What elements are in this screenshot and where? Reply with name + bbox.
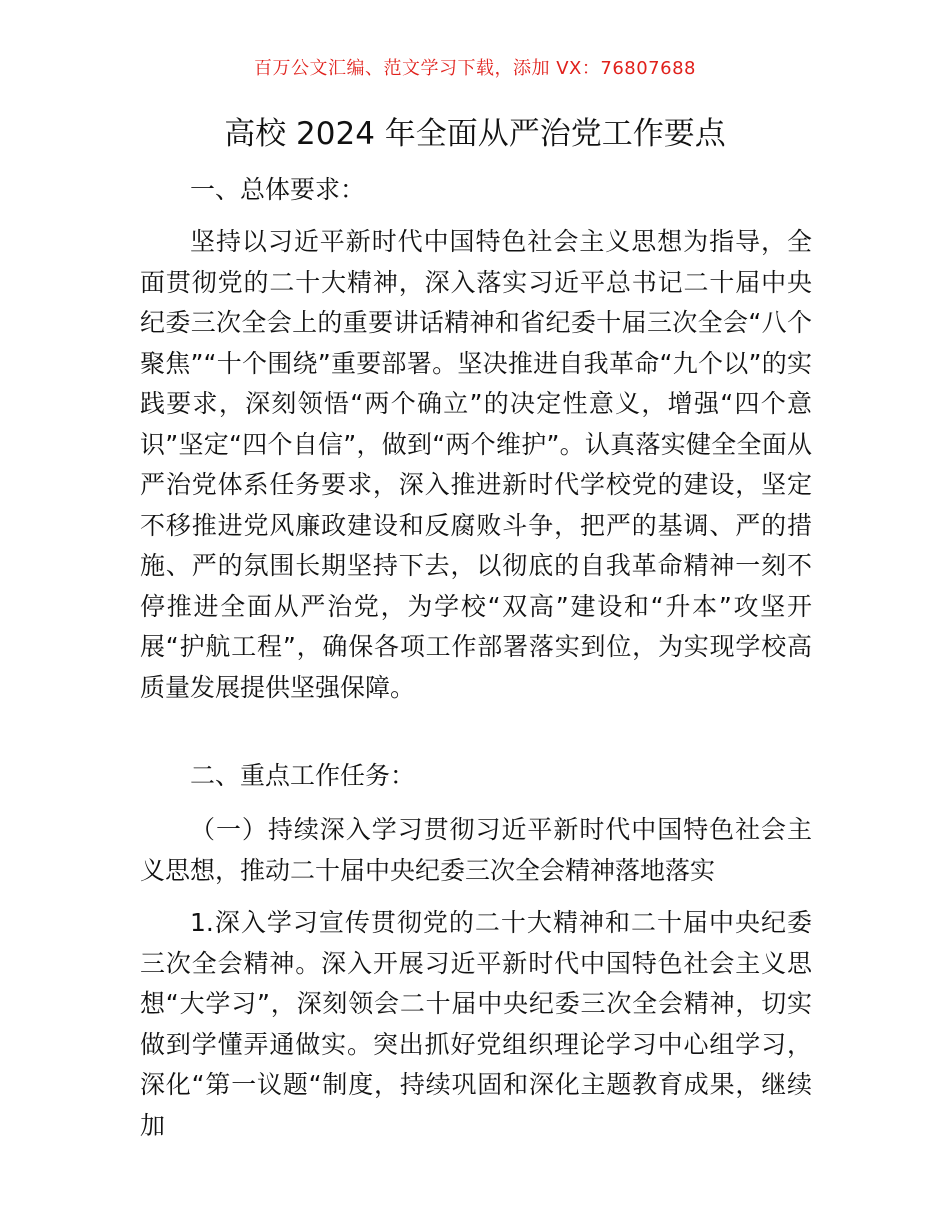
document-title: 高校 2024 年全面从严治党工作要点 bbox=[224, 116, 726, 152]
section-heading-key-tasks: 二、重点工作任务： bbox=[190, 761, 416, 790]
paragraph-item-1: 1.深入学习宣传贯彻党的二十大精神和二十届中央纪委三次全会精神。深入开展习近平新时代中国特色社会主义思想“大学习”，深刻领会二十届中央纪委三次全会精神，切实做到学懂弄通做实。突出抓好党组织理论学习中心组学习，深化“第一议题“制度，持续巩固和深化主题教育成果，继续加 bbox=[140, 908, 812, 1140]
subsection-heading-1: （一）持续深入学习贯彻习近平新时代中国特色社会主义思想，推动二十届中央纪委三次全会精神落地落实 bbox=[140, 815, 812, 885]
paragraph-general-requirements: 坚持以习近平新时代中国特色社会主义思想为指导，全面贯彻党的二十大精神，深入落实习近平总书记二十届中央纪委三次全会上的重要讲话精神和省纪委十届三次全会“八个聚焦”“十个围绕”重要部署。坚决推进自我革命“九个以”的实践要求，深刻领悟“两个确立”的决定性意义，增强“四个意识”坚定“四个自信”，做到“两个维护”。认真落实健全全面从严治党体系任务要求，深入推进新时代学校党的建设，坚定不移推进党风廉政建设和反腐败斗争，把严的基调、严的措施、严的氛围长期坚持下去，以彻底的自我革命精神一刻不停推进全面从严治党，为学校“双高”建设和“升本”攻坚开展“护航工程”，确保各项工作部署落实到位，为实现学校高质量发展提供坚强保障。 bbox=[140, 227, 812, 702]
section-heading-general-requirements: 一、总体要求： bbox=[190, 175, 366, 204]
header-banner: 百万公文汇编、范文学习下载，添加 VX：76807688 bbox=[254, 58, 696, 79]
